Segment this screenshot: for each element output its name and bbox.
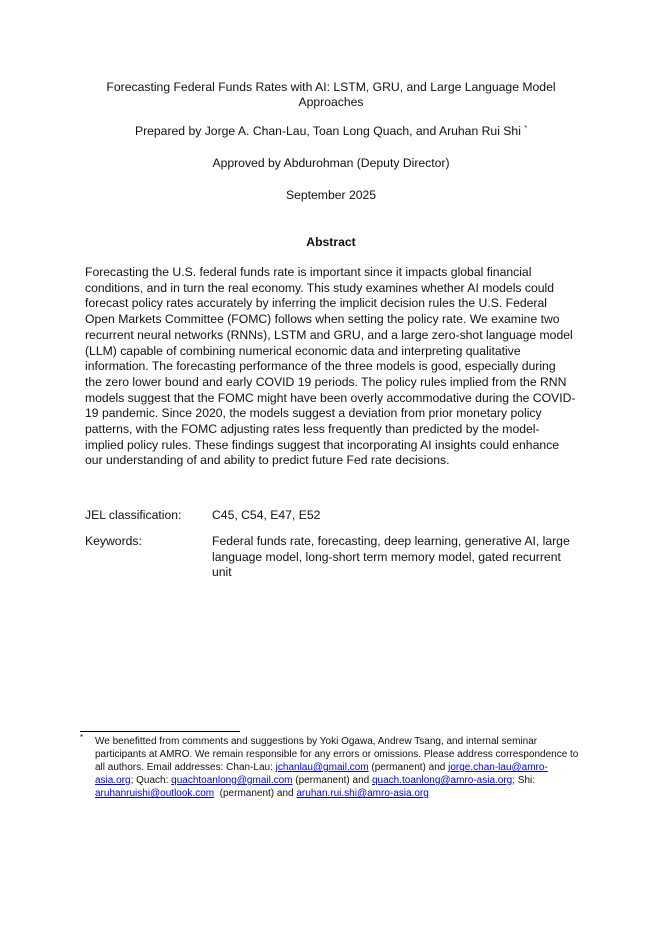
authors (0, 124, 662, 138)
fn-text: ; Shi: (512, 775, 536, 786)
abstract-line: conditions, and in turn the real economy. This study examines whether AI models could (85, 280, 555, 295)
fn-text: (permanent) and (368, 762, 449, 773)
abstract-line: (LLM) capable of combining numerical economic data and interpreting qualitative (85, 343, 521, 358)
abstract-line: recurrent neural networks (RNNs), LSTM and GRU, and a large zero-shot language model (85, 327, 573, 342)
abstract-line: forecast policy rates accurately by inferring the implicit decision rules the U.S. Federal (85, 296, 547, 311)
email-link-chanlau-amro-cont[interactable]: asia.org (95, 775, 131, 786)
abstract-heading: Abstract (306, 235, 356, 249)
email-link-quach-amro[interactable]: quach.toanlong@amro-asia.org (372, 775, 513, 786)
approved-by: Approved by Abdurohman (Deputy Director) (212, 156, 450, 170)
footnote-line-1: We benefitted from comments and suggestions by Yoki Ogawa, Andrew Tsang, and internal seminar (95, 736, 538, 747)
keywords-label: Keywords: (85, 534, 142, 548)
email-link-shi-amro[interactable]: aruhan.rui.shi@amro-asia.org (296, 788, 429, 799)
abstract-line: Open Markets Committee (FOMC) follows when setting the policy rate. We examine two (85, 312, 560, 327)
abstract-line: information. The forecasting performance of the three models is good, especially during (85, 359, 556, 374)
keywords-line-1: Federal funds rate, forecasting, deep learning, generative AI, large (212, 534, 570, 548)
keywords-line-3: unit (212, 565, 232, 579)
footnote-line-5 (95, 788, 429, 799)
footnote-line-4 (95, 775, 535, 786)
email-link-quach-gmail[interactable]: quachtoanlong@gmail.com (171, 775, 293, 786)
abstract-line: Forecasting the U.S. federal funds rate is important since it impacts global financial (85, 265, 532, 279)
title-line-1: Forecasting Federal Funds Rates with AI: LSTM, GRU, and Large Language Model (106, 80, 556, 94)
fn-text: (permanent) and (292, 775, 372, 786)
footnote-mark: * (80, 733, 84, 742)
abstract-line: the zero lower bound and early COVID 19 periods. The policy rules implied from the RNN (85, 374, 567, 389)
email-link-shi-outlook[interactable]: aruhanruishi@outlook.com (95, 788, 215, 799)
email-link-chanlau-gmail[interactable]: jchanlau@gmail.com (275, 762, 369, 773)
footnote-line-3 (95, 762, 548, 773)
fn-text: all authors. Email addresses: Chan-Lau: (95, 762, 276, 773)
abstract-line: 19 pandemic. Since 2020, the models suggest a deviation from prior monetary policy (85, 406, 542, 421)
footnote-line-2: participants at AMRO. We remain responsible for any errors or omissions. Please address correspondence to (95, 749, 579, 760)
jel-value: C45, C54, E47, E52 (212, 508, 321, 522)
author-footnote-mark: * (524, 125, 528, 132)
authors-text: Prepared by Jorge A. Chan-Lau, Toan Long Quach, and Aruhan Rui Shi (134, 124, 521, 138)
email-link-chanlau-amro[interactable]: jorge.chan-lau@amro- (448, 762, 548, 773)
date: September 2025 (285, 188, 377, 202)
fn-text: (permanent) and (214, 788, 297, 799)
footnote-divider (80, 731, 240, 732)
keywords-line-2: language model, long-short term memory model, gated recurrent (212, 549, 561, 564)
abstract-line: patterns, with the FOMC adjusting rates less frequently than predicted by the model- (85, 422, 540, 436)
fn-text: ; Quach: (130, 775, 172, 786)
jel-label: JEL classification: (85, 508, 182, 522)
abstract-line: models suggest that the FOMC might have been overly accommodative during the COVID- (85, 390, 576, 405)
abstract-line: our understanding of and ability to predict future Fed rate decisions. (85, 453, 450, 468)
abstract-line: implied policy rules. These findings suggest that incorporating AI insights could enhance (85, 437, 560, 452)
title-line-2: Approaches (298, 95, 364, 109)
